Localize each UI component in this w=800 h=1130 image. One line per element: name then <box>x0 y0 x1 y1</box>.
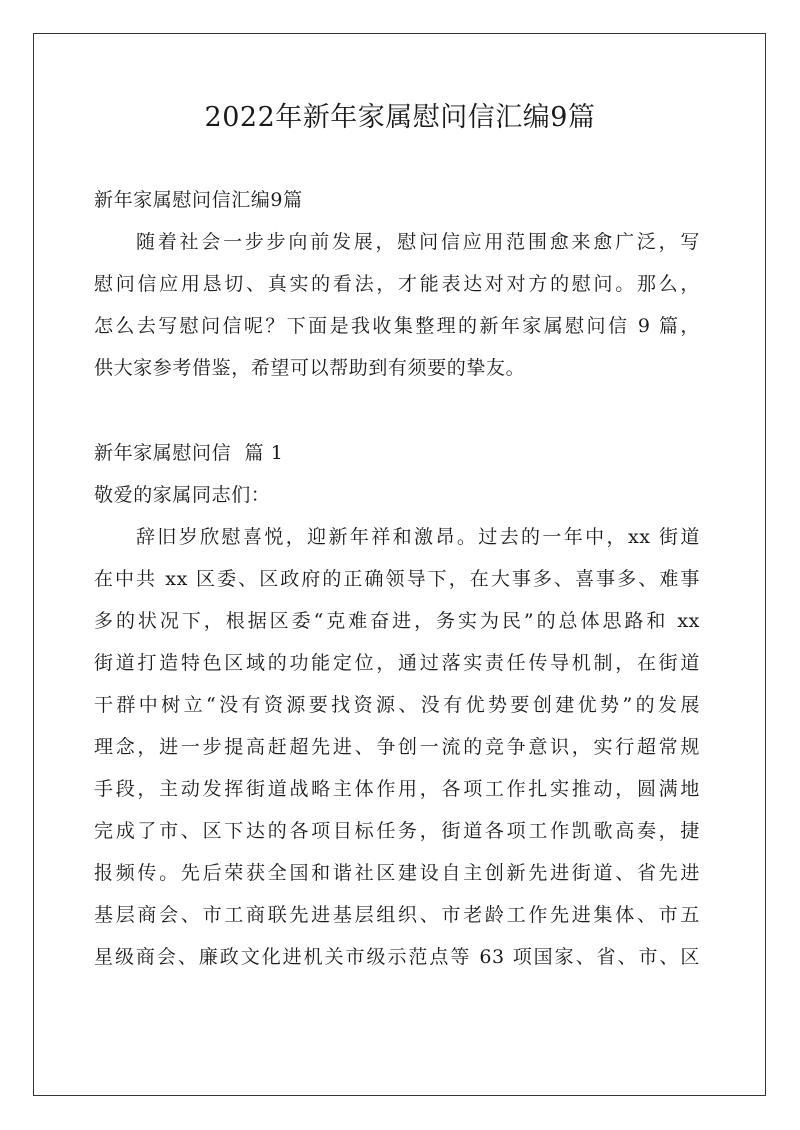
intro-line: 慰问信应用恳切、真实的看法，才能表达对对方的慰问。那么， <box>94 273 700 295</box>
body-line: 街道打造特色区域的功能定位，通过落实责任传导机制，在街道 <box>94 652 700 674</box>
body-line: 完成了市、区下达的各项目标任务，街道各项工作凯歌高奏，捷 <box>94 820 700 842</box>
body-line: 在中共 xx 区委、区政府的正确领导下，在大事多、喜事多、难事 <box>94 568 700 590</box>
body-line: 干群中树立“没有资源要找资源、没有优势要创建优势”的发展 <box>94 694 700 716</box>
body-line: 报频传。先后荣获全国和谐社区建设自主创新先进街道、省先进 <box>94 862 700 884</box>
body-line: 辞旧岁欣慰喜悦，迎新年祥和激昂。过去的一年中，xx 街道 <box>136 526 700 548</box>
body-line: 手段，主动发挥街道战略主体作用，各项工作扎实推动，圆满地 <box>94 778 700 800</box>
document-subtitle: 新年家属慰问信汇编9篇 <box>94 189 303 211</box>
body-line: 多的状况下，根据区委“克难奋进，务实为民”的总体思路和 xx <box>94 610 700 632</box>
body-line: 星级商会、廉政文化进机关市级示范点等 63 项国家、省、市、区 <box>94 946 700 968</box>
document-title: 2022年新年家属慰问信汇编9篇 <box>204 102 596 133</box>
body-line: 基层商会、市工商联先进基层组织、市老龄工作先进集体、市五 <box>94 904 700 926</box>
body-line: 理念，进一步提高赶超先进、争创一流的竞争意识，实行超常规 <box>94 736 700 758</box>
section-heading: 新年家属慰问信 篇 1 <box>94 442 284 464</box>
intro-line: 供大家参考借鉴，希望可以帮助到有须要的挚友。 <box>94 357 526 379</box>
intro-line: 怎么去写慰问信呢？下面是我收集整理的新年家属慰问信 9 篇， <box>94 315 700 337</box>
salutation: 敬爱的家属同志们： <box>94 484 271 506</box>
intro-line: 随着社会一步步向前发展，慰问信应用范围愈来愈广泛，写 <box>136 231 700 253</box>
